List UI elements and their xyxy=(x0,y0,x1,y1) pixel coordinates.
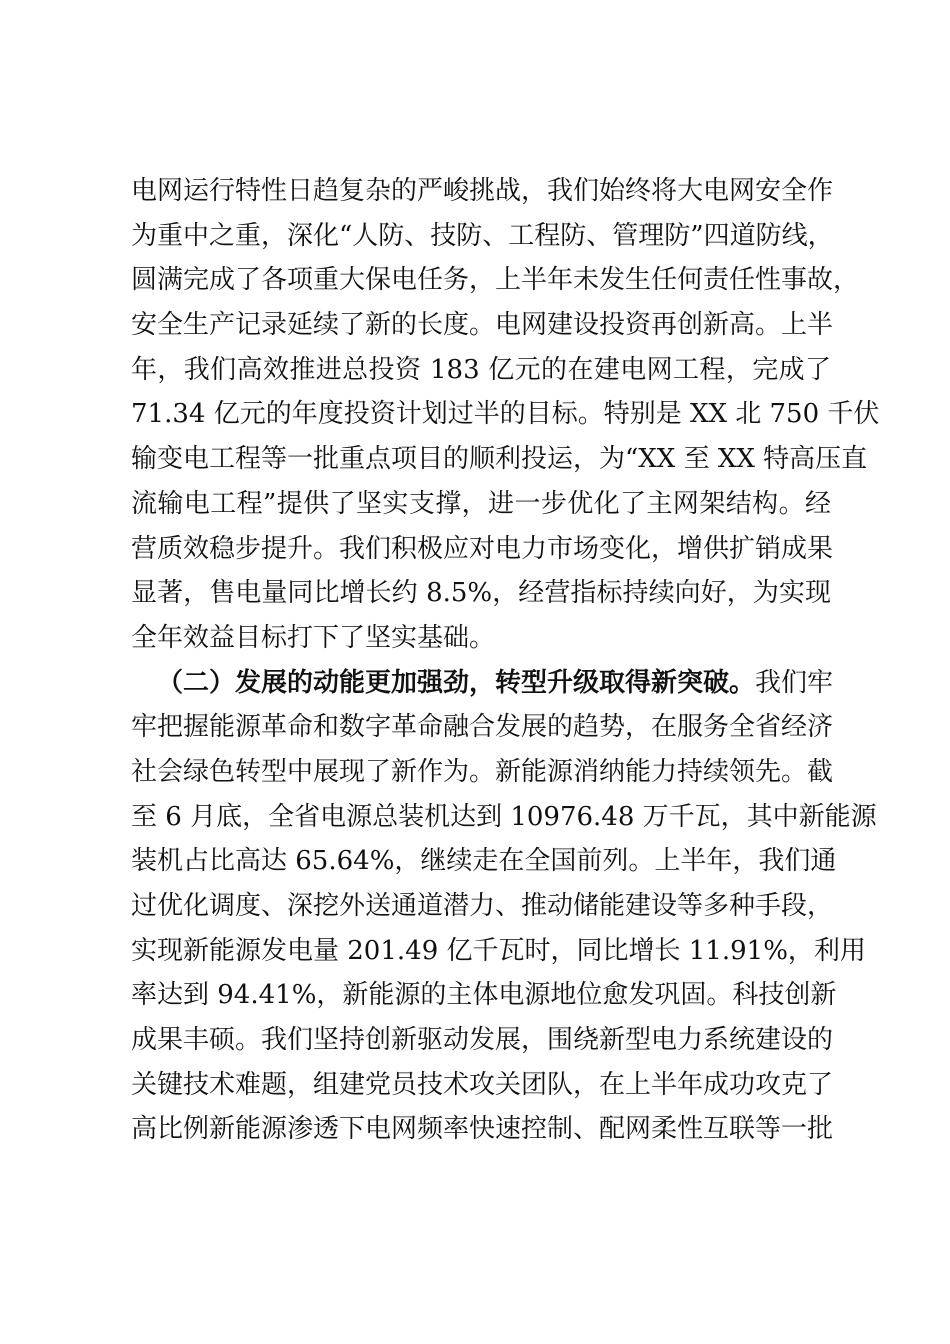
text-line: 输变电工程等一批重点项目的顺利投运，为“XX 至 XX 特高压直 xyxy=(131,444,868,475)
document-body xyxy=(131,172,880,1155)
text-line: 年，我们高效推进总投资 183 亿元的在建电网工程，完成了 xyxy=(131,354,831,385)
text-line: 营质效稳步提升。我们积极应对电力市场变化，增供扩销成果 xyxy=(131,533,834,564)
section-heading: （二）发展的动能更加强劲，转型升级取得新突破。 xyxy=(157,667,756,698)
paragraph-development-momentum xyxy=(131,664,877,1156)
text-line: 安全生产记录延续了新的长度。电网建设投资再创新高。上半 xyxy=(131,310,834,341)
text-line: 关键技术难题，组建党员技术攻关团队，在上半年成功攻克了 xyxy=(131,1069,834,1100)
text-line: 成果丰硕。我们坚持创新驱动发展，围绕新型电力系统建设的 xyxy=(131,1025,834,1056)
text-line: 显著，售电量同比增长约 8.5%，经营指标持续向好，为实现 xyxy=(131,578,831,609)
text-line: 至 6 月底，全省电源总装机达到 10976.48 万千瓦，其中新能源 xyxy=(131,801,877,832)
text-line: 圆满完成了各项重大保电任务，上半年未发生任何责任性事故， xyxy=(131,265,860,296)
section-heading-line xyxy=(131,664,834,709)
text-line: 流输电工程”提供了坚实支撑，进一步优化了主网架结构。经 xyxy=(131,488,831,519)
paragraph-grid-safety-investment-operations xyxy=(131,172,880,664)
text-line-paragraph-end: 全年效益目标打下了坚实基础。 xyxy=(131,622,496,653)
text-line: 牢把握能源革命和数字革命融合发展的趋势，在服务全省经济 xyxy=(131,712,834,743)
text-run: 我们牢 xyxy=(755,667,834,698)
text-line: 实现新能源发电量 201.49 亿千瓦时，同比增长 11.91%，利用 xyxy=(131,935,866,966)
text-line: 率达到 94.41%，新能源的主体电源地位愈发巩固。科技创新 xyxy=(131,980,837,1011)
text-line: 71.34 亿元的年度投资计划过半的目标。特别是 XX 北 750 千伏 xyxy=(131,399,880,430)
text-line: 电网运行特性日趋复杂的严峻挑战，我们始终将大电网安全作 xyxy=(131,176,834,206)
text-line: 过优化调度、深挖外送通道潜力、推动储能建设等多种手段， xyxy=(131,891,834,921)
text-line: 高比例新能源渗透下电网频率快速控制、配网柔性互联等一批 xyxy=(131,1114,834,1145)
text-line: 装机占比高达 65.64%，继续走在全国前列。上半年，我们通 xyxy=(131,846,837,877)
text-line: 为重中之重，深化“人防、技防、工程防、管理防”四道防线， xyxy=(131,220,834,251)
text-line: 社会绿色转型中展现了新作为。新能源消纳能力持续领先。截 xyxy=(131,756,834,787)
